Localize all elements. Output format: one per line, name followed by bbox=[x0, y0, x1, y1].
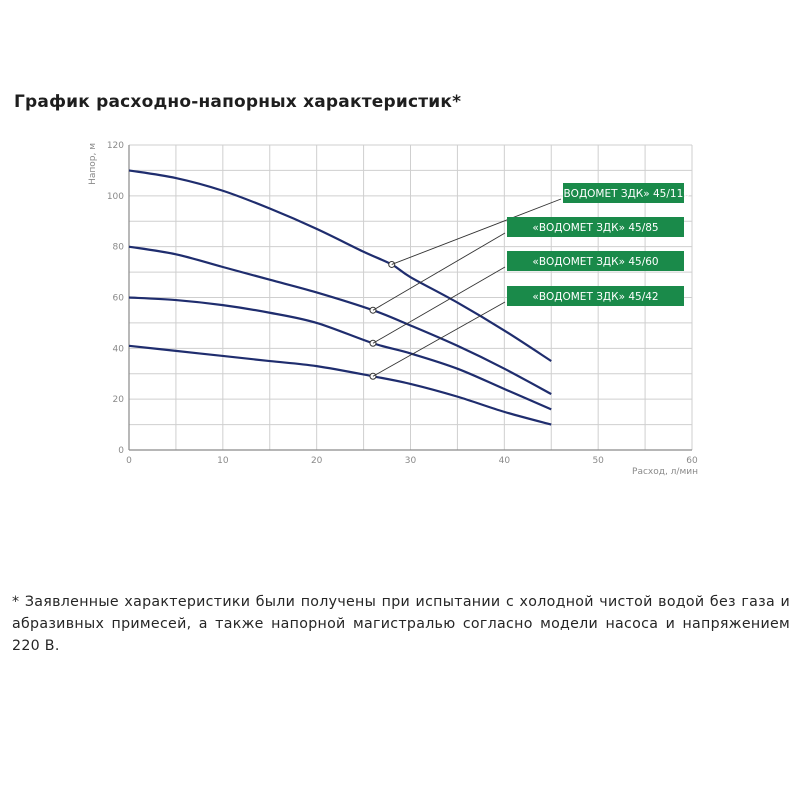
footnote: * Заявленные характеристики были получены при испытании с холодной чистой водой без газа и абразивных примесей, а также напорной магистралью согласно модели насоса и напряжением 220 В. bbox=[12, 594, 790, 654]
y-tick-label: 40 bbox=[112, 344, 124, 355]
legend-label: «ВОДОМЕТ ЗДК» 45/60 bbox=[532, 256, 659, 268]
x-tick-label: 30 bbox=[404, 456, 417, 466]
y-tick-label: 80 bbox=[112, 242, 124, 253]
y-tick-label: 0 bbox=[118, 446, 124, 456]
x-tick-label: 10 bbox=[217, 456, 229, 466]
y-axis-label: Напор, м bbox=[88, 143, 98, 185]
chart-title: График расходно-напорных характеристик* bbox=[14, 92, 462, 112]
y-tick-label: 20 bbox=[112, 395, 124, 406]
x-tick-label: 50 bbox=[592, 456, 604, 466]
leader-line bbox=[373, 267, 505, 343]
x-axis-label: Расход, л/мин bbox=[632, 467, 698, 477]
series-line bbox=[129, 170, 551, 361]
series-line bbox=[129, 346, 551, 425]
legend-label: «ВОДОМЕТ ЗДК» 45/85 bbox=[532, 222, 659, 234]
leader-line bbox=[373, 302, 505, 376]
y-tick-label: 120 bbox=[106, 141, 124, 151]
x-tick-label: 20 bbox=[310, 456, 323, 466]
x-tick-label: 0 bbox=[126, 456, 132, 466]
y-tick-label: 60 bbox=[112, 293, 124, 304]
y-tick-label: 100 bbox=[106, 191, 124, 202]
legend-label: «ВОДОМЕТ ЗДК» 45/42 bbox=[532, 291, 659, 303]
x-tick-label: 40 bbox=[498, 456, 511, 466]
x-tick-label: 60 bbox=[686, 456, 698, 466]
legend-label: «ВОДОМЕТ ЗДК» 45/110 bbox=[557, 188, 690, 200]
